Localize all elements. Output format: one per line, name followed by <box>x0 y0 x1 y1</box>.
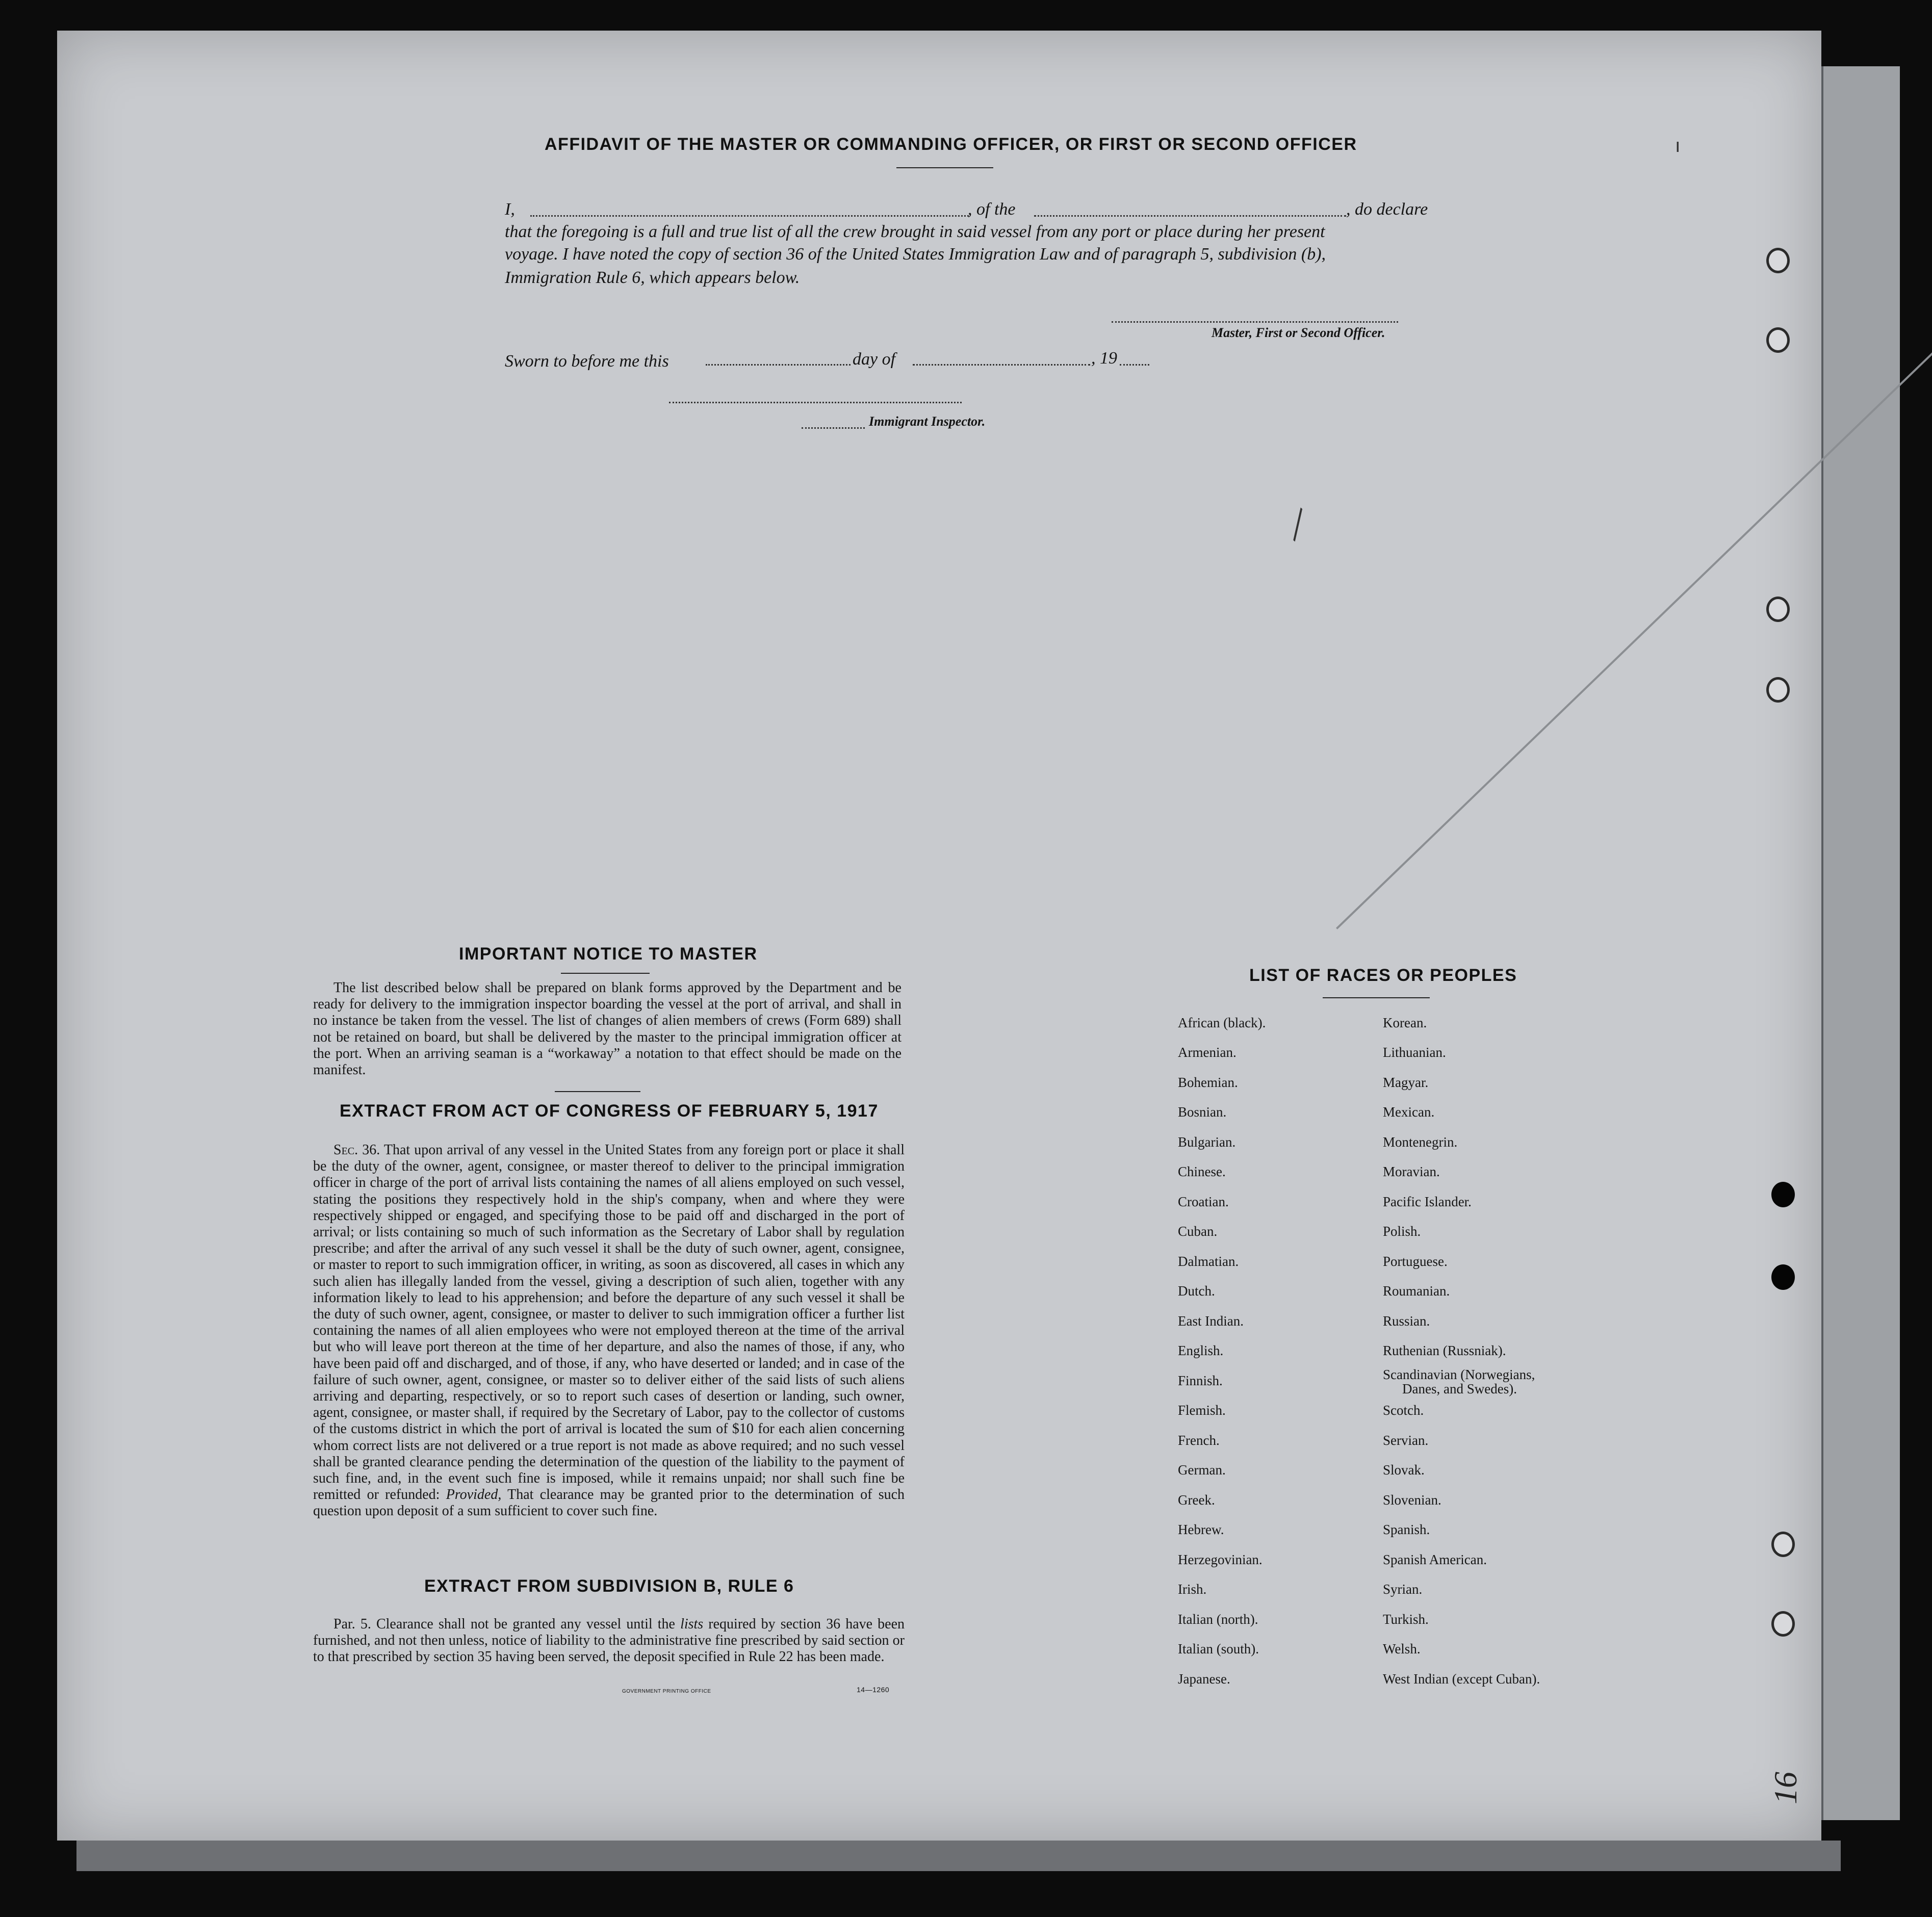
race-item: Greek. <box>1178 1492 1215 1508</box>
race-item: African (black). <box>1178 1015 1266 1030</box>
vessel-name-blank[interactable] <box>1034 215 1346 217</box>
punch-hole <box>1771 1611 1795 1637</box>
margin-page-number: 16 <box>1767 1772 1804 1804</box>
race-item: Italian (south). <box>1178 1641 1259 1656</box>
affidavit-title: AFFIDAVIT OF THE MASTER OR COMMANDING OFFICER, OR FIRST OR SECOND OFFICER <box>545 135 1357 154</box>
race-item: Cuban. <box>1178 1224 1218 1239</box>
affidavit-title-rule <box>896 167 993 168</box>
printer-imprint: GOVERNMENT PRINTING OFFICE <box>622 1689 711 1694</box>
inspector-label: Immigrant Inspector. <box>869 414 986 429</box>
race-item: Lithuanian. <box>1383 1045 1446 1060</box>
year-label: , 19 <box>1091 349 1117 368</box>
sworn-year-blank[interactable] <box>1120 364 1149 366</box>
notice-title: IMPORTANT NOTICE TO MASTER <box>459 944 758 964</box>
page-edge-bottom <box>76 1841 1841 1871</box>
race-item: Korean. <box>1383 1015 1427 1030</box>
race-item: Moravian. <box>1383 1164 1440 1179</box>
race-item: Portuguese. <box>1383 1254 1448 1269</box>
race-item: Flemish. <box>1178 1403 1226 1418</box>
races-title-rule <box>1323 997 1430 998</box>
race-item: Polish. <box>1383 1224 1421 1239</box>
punch-hole <box>1771 1264 1795 1290</box>
race-item: Danes, and Swedes). <box>1402 1381 1517 1396</box>
race-item: Bulgarian. <box>1178 1134 1236 1150</box>
sworn-month-blank[interactable] <box>913 364 1090 366</box>
affidavit-i: I, <box>505 200 515 219</box>
race-item: Finnish. <box>1178 1373 1223 1388</box>
race-item: Spanish. <box>1383 1522 1430 1537</box>
punch-hole <box>1766 327 1790 353</box>
race-item: Roumanian. <box>1383 1283 1450 1299</box>
race-item: Magyar. <box>1383 1075 1429 1090</box>
race-item: Hebrew. <box>1178 1522 1224 1537</box>
punch-hole <box>1771 1532 1795 1557</box>
race-item: Chinese. <box>1178 1164 1226 1179</box>
race-item: East Indian. <box>1178 1313 1244 1329</box>
race-item: Montenegrin. <box>1383 1134 1458 1150</box>
race-item: Turkish. <box>1383 1612 1429 1627</box>
rule-text-a: Par. 5. Clearance shall not be granted any vessel until the <box>333 1616 675 1632</box>
inspector-signature-line-2[interactable] <box>802 427 865 429</box>
master-signature-line[interactable] <box>1112 321 1398 323</box>
race-item: Welsh. <box>1383 1641 1421 1656</box>
race-item: Croatian. <box>1178 1194 1229 1209</box>
page-edge-right <box>1821 66 1900 1820</box>
punch-hole <box>1766 248 1790 273</box>
act-section-end: That clearance may be granted prior to the determination of such question upon deposit of a sum sufficient to cover such fine. <box>313 1487 905 1519</box>
form-number: 14—1260 <box>857 1686 890 1694</box>
race-item: Bohemian. <box>1178 1075 1238 1090</box>
pen-mark: ı <box>1675 135 1681 157</box>
affidavit-line-3: voyage. I have noted the copy of section 36 of the United States Immigration Law and of paragraph 5, subdivision (b), <box>505 245 1326 264</box>
notice-title-rule <box>561 973 650 974</box>
sworn-day-blank[interactable] <box>706 364 851 366</box>
race-item: Irish. <box>1178 1582 1207 1597</box>
race-item: German. <box>1178 1462 1226 1478</box>
document-page <box>57 31 1821 1841</box>
race-item: Slovenian. <box>1383 1492 1441 1508</box>
race-item: Mexican. <box>1383 1104 1435 1120</box>
race-item: Scandinavian (Norwegians, <box>1383 1367 1535 1382</box>
race-item: Armenian. <box>1178 1045 1237 1060</box>
race-item: Russian. <box>1383 1313 1430 1329</box>
race-item: Servian. <box>1383 1433 1429 1448</box>
race-item: Scotch. <box>1383 1403 1424 1418</box>
act-provided: Provided, <box>446 1487 502 1503</box>
affidavit-of-the: , of the <box>968 200 1016 219</box>
race-item: French. <box>1178 1433 1220 1448</box>
master-label: Master, First or Second Officer. <box>1212 325 1385 340</box>
race-item: Dalmatian. <box>1178 1254 1239 1269</box>
rule-text-b: required by section 36 have been furnished, and not then unless, notice of liability to the administrative fine prescribed by said section or to that prescribed by section 35 having been served, the deposit specified in Rule 22 has been made. <box>313 1616 905 1665</box>
race-item: Japanese. <box>1178 1671 1230 1687</box>
affidavit-line-2: that the foregoing is a full and true list of all the crew brought in said vessel from any port or place during her present <box>505 222 1325 241</box>
affidavit-declare: , do declare <box>1346 200 1428 219</box>
act-title: EXTRACT FROM ACT OF CONGRESS OF FEBRUARY 5, 1917 <box>340 1101 879 1121</box>
rule-title: EXTRACT FROM SUBDIVISION B, RULE 6 <box>424 1576 794 1596</box>
day-of-label: day of <box>853 350 896 369</box>
act-section-body: That upon arrival of any vessel in the United States from any foreign port or place it shall be the duty of the owner, agent, consignee, or master thereof to deliver to the principal immigration officer in charge of the port of arrival lists containing the names of all aliens employed on such vessel, stating the positions they respectively hold in the ship's company, when and where they were respectively shipped or engaged, and specifying those to be paid off and discharged in the port of arrival; or lists containing so much of such information as the Secretary of Labor shall by regulation prescribe; and after the arrival of any such vessel it shall be the duty of such owner, agent, consignee, or master to report to such immigration officer, in writing, as soon as discovered, all cases in which any such alien has illegally landed from the vessel, giving a description of such alien, together with any information likely to lead to his apprehension; and before the departure of any such vessel it shall be the duty of such owner, agent, consignee, or master to deliver to such immigration officer a further list containing the names of all alien employees who were not employed thereon at the time of the arrival but who will leave port thereon at the time of her departure, and also the names of those, if any, who have been paid off and discharged, and of those, if any, who have deserted or landed; and in case of the failure of such owner, agent, consignee, or master so to deliver either of the said lists of such aliens arriving and departing, respectively, or so to report such cases of desertion or landing, such owner, agent, consignee, or master shall, if required by the Secretary of Labor, pay to the collector of customs of the customs district in which the port of arrival is located the sum of $10 for each alien concerning whom correct lists are not delivered or a true report is not made as above required; and no such vessel shall be granted clearance pending the determination of the question of the liability to the payment of such fine, and, in the event such fine is imposed, while it remains unpaid; nor shall such fine be remitted or refunded: <box>313 1142 905 1503</box>
race-item: Herzegovinian. <box>1178 1552 1263 1567</box>
race-item: Slovak. <box>1383 1462 1425 1478</box>
pen-mark: ╲ <box>1282 508 1313 541</box>
affidavit-line-4: Immigration Rule 6, which appears below. <box>505 268 800 287</box>
race-item: Ruthenian (Russniak). <box>1383 1343 1506 1358</box>
sworn-label: Sworn to before me this <box>505 352 669 371</box>
race-item: Dutch. <box>1178 1283 1215 1299</box>
notice-text: The list described below shall be prepared on blank forms approved by the Department and be ready for delivery to the immigration inspector boarding the vessel at the port of arrival, and shall in no instance be taken from the vessel. The list of changes of alien members of crews (Form 689) shall not be retained on board, but shall be delivered by the master to the principal immigration officer at the port. When an arriving seaman is a “workaway” a notation to that effect should be made on the manifest. <box>313 980 901 1078</box>
notice-bottom-rule <box>555 1091 640 1092</box>
races-title: LIST OF RACES OR PEOPLES <box>1249 966 1517 985</box>
punch-hole <box>1771 1182 1795 1207</box>
inspector-signature-line[interactable] <box>669 402 962 403</box>
act-text <box>313 1142 905 1520</box>
race-item: Pacific Islander. <box>1383 1194 1472 1209</box>
rule-lists: lists <box>680 1616 704 1632</box>
race-item: Spanish American. <box>1383 1552 1487 1567</box>
act-section-label: Sec. 36. <box>333 1142 380 1158</box>
race-item: English. <box>1178 1343 1224 1358</box>
race-item: West Indian (except Cuban). <box>1383 1671 1540 1687</box>
race-item: Syrian. <box>1383 1582 1423 1597</box>
race-item: Bosnian. <box>1178 1104 1227 1120</box>
punch-hole <box>1766 597 1790 622</box>
punch-hole <box>1766 677 1790 703</box>
rule-text <box>313 1616 905 1666</box>
race-item: Italian (north). <box>1178 1612 1258 1627</box>
affiant-name-blank[interactable] <box>530 215 969 217</box>
